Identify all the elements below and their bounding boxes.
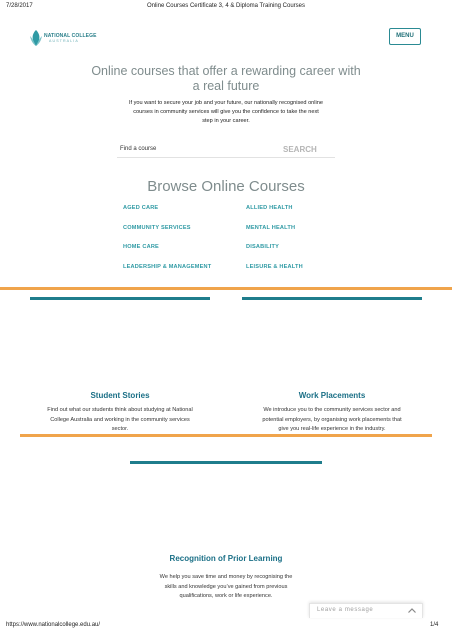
card-text-line: skills and knowledge you’ve gained from previous	[164, 583, 288, 590]
card-text-line: We help you save time and money by recognising the	[159, 574, 293, 580]
chat-label: Leave a message	[317, 607, 374, 613]
hero-title-line-1: Online courses that offer a rewarding career with	[91, 64, 361, 78]
card-text-line: potential employers, by organising work placements that	[262, 416, 402, 423]
section-divider-orange-2	[20, 434, 432, 437]
card-top-bar-student-stories	[30, 297, 210, 300]
hero-title-line-2: a real future	[192, 79, 260, 93]
card-text-rpl	[130, 573, 322, 602]
print-header-title: Online Courses Certificate 3, 4 & Diploma Training Courses	[146, 3, 306, 9]
course-link-mental-health[interactable]: MENTAL HEALTH	[246, 225, 296, 231]
card-text-line: Find out what our students think about studying at National	[47, 407, 193, 413]
site-logo[interactable]	[28, 28, 97, 50]
print-footer-page: 1/4	[430, 622, 439, 628]
course-link-allied-health[interactable]: ALLIED HEALTH	[246, 205, 293, 211]
card-text-line: College Australia and working in the community services	[50, 416, 190, 423]
card-title-student-stories[interactable]: Student Stories	[90, 391, 150, 400]
menu-button[interactable]: MENU	[389, 28, 421, 45]
course-link-community-services[interactable]: COMMUNITY SERVICES	[123, 225, 191, 231]
chevron-up-icon[interactable]	[408, 608, 416, 613]
course-link-aged-care[interactable]: AGED CARE	[123, 205, 159, 211]
course-link-home-care[interactable]: HOME CARE	[123, 244, 159, 250]
print-footer-url: https://www.nationalcollege.edu.au/	[6, 622, 101, 628]
card-top-bar-work-placements	[242, 297, 422, 300]
logo-text-primary: NATIONAL COLLEGE	[44, 33, 97, 39]
section-divider-orange	[0, 287, 452, 290]
search-underline	[117, 157, 335, 158]
course-link-leadership-management[interactable]: LEADERSHIP & MANAGEMENT	[123, 264, 212, 270]
card-text-line: sector.	[111, 426, 129, 433]
card-title-work-placements[interactable]: Work Placements	[298, 391, 366, 400]
card-top-bar-rpl	[130, 461, 322, 464]
find-course-input[interactable]: Find a course	[120, 146, 157, 152]
hero-title	[80, 64, 372, 94]
print-header-date: 7/28/2017	[6, 3, 33, 9]
card-text-work-placements	[234, 406, 430, 435]
hero-subtitle	[100, 99, 352, 127]
card-text-line: qualifications, work or life experience.	[179, 593, 273, 600]
hero-subtitle-line-2: courses in community services will give you the confidence to take the next	[133, 109, 319, 116]
course-link-leisure-health[interactable]: LEISURE & HEALTH	[246, 264, 303, 270]
hero-subtitle-line-1: If you want to secure your job and your future, our nationally recognised online	[128, 100, 324, 106]
hero-subtitle-line-3: step in your career.	[202, 118, 250, 125]
card-text-student-stories	[30, 406, 210, 435]
course-link-disability[interactable]: DISABILITY	[246, 244, 280, 250]
card-text-line: We introduce you to the community services sector and	[263, 407, 401, 413]
logo-text-secondary: AUSTRALIA	[49, 39, 79, 43]
logo-icon	[28, 28, 44, 48]
card-title-rpl[interactable]: Recognition of Prior Learning	[169, 554, 283, 563]
browse-courses-title: Browse Online Courses	[147, 178, 305, 195]
leave-message-chat-widget[interactable]	[309, 603, 423, 618]
search-button[interactable]: SEARCH	[283, 145, 317, 154]
card-text-line: give you real-life experience in the industry.	[278, 426, 386, 433]
